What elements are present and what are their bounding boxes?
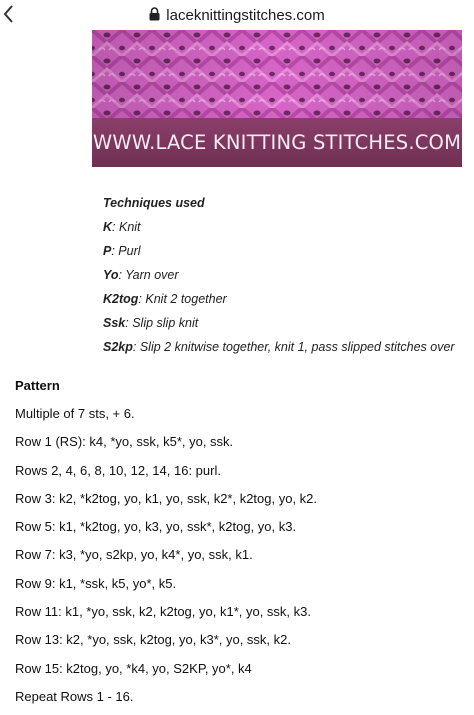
site-banner [92, 118, 462, 167]
pattern-row: Row 15: k2tog, yo, *k4, yo, S2KP, yo*, k4 [15, 660, 252, 676]
technique-item: K: Knit [103, 220, 141, 234]
pattern-row: Rows 2, 4, 6, 8, 10, 12, 14, 16: purl. [15, 462, 221, 478]
pattern-row: Row 9: k1, *ssk, k5, yo*, k5. [15, 575, 177, 591]
pattern-row: Multiple of 7 sts, + 6. [15, 406, 135, 421]
pattern-row: Row 1 (RS): k4, *yo, ssk, k5*, yo, ssk. [15, 434, 234, 450]
pattern-row: Row 11: k1, *yo, ssk, k2, k2tog, yo, k1*, yo, ssk, k3. [15, 604, 311, 620]
chevron-left-icon[interactable] [2, 3, 16, 25]
techniques-heading: Techniques used [103, 196, 205, 210]
url-text: laceknittingstitches.com [166, 6, 325, 24]
pattern-row: Row 3: k2, *k2tog, yo, k1, yo, ssk, k2*, k2tog, yo, k2. [15, 490, 318, 506]
techniques-section [103, 194, 455, 362]
pattern-row: Repeat Rows 1 - 16. [15, 688, 134, 704]
pattern-section [15, 376, 317, 715]
address-bar[interactable] [0, 0, 474, 30]
banner-text: WWW.LACE KNITTING STITCHES.COM [92, 131, 462, 154]
pattern-heading: Pattern [15, 378, 60, 393]
pattern-row: Row 7: k3, *yo, s2kp, yo, k4*, yo, ssk, k1. [15, 547, 253, 563]
lock-icon [149, 7, 160, 21]
technique-item: Yo: Yarn over [103, 268, 179, 282]
technique-item: P: Purl [103, 244, 141, 258]
pattern-row: Row 5: k1, *k2tog, yo, k3, yo, ssk*, k2tog, yo, k3. [15, 519, 297, 535]
technique-item: Ssk: Slip slip knit [103, 316, 199, 330]
technique-item: S2kp: Slip 2 knitwise together, knit 1, pass slipped stitches over [103, 340, 455, 354]
lace-knit-photo [92, 30, 462, 118]
pattern-row: Row 13: k2, *yo, ssk, k2tog, yo, k3*, yo, ssk, k2. [15, 632, 292, 648]
stitch-photo-banner [92, 30, 462, 167]
technique-item: K2tog: Knit 2 together [103, 292, 227, 306]
